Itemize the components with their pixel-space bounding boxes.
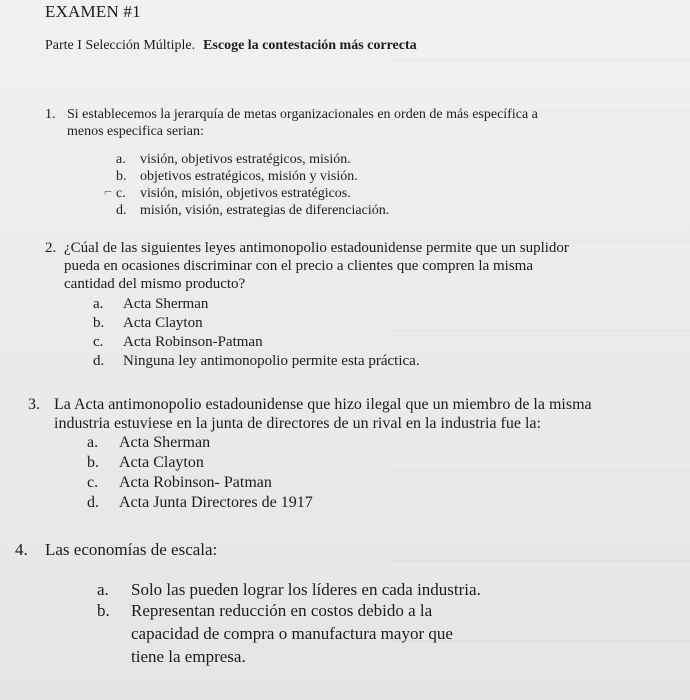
option-letter: b. (93, 315, 105, 331)
option-text: Acta Sherman (123, 296, 209, 312)
option-text: misión, visión, estrategias de diferenciación. (140, 203, 390, 218)
option-c (93, 334, 263, 351)
option-letter: b. (97, 601, 110, 620)
option-a (116, 152, 351, 168)
option-letter: a. (87, 434, 99, 451)
instruction: Escoge la contestación más correcta (203, 38, 417, 53)
question-line: cantidad del mismo producto? (64, 276, 246, 292)
question-number: 4. (15, 540, 28, 559)
option-text: Representan reducción en costos debido a la (131, 601, 433, 620)
question-number: 2. (45, 240, 57, 256)
exam-title: EXAMEN #1 (45, 2, 141, 21)
option-letter: a. (97, 580, 109, 599)
part-heading (45, 38, 417, 54)
option-letter: c. (116, 186, 126, 201)
option-text: visión, misión, objetivos estratégicos. (140, 186, 351, 201)
option-b (97, 601, 432, 621)
option-text: objetivos estratégicos, misión y visión. (140, 169, 358, 184)
option-letter: d. (93, 353, 105, 369)
bleed-line (390, 470, 690, 471)
bleed-line (390, 560, 690, 561)
option-b (116, 169, 358, 185)
question-line: industria estuviese en la junta de directores de un rival en la industria fue la: (54, 415, 541, 432)
option-letter: d. (87, 494, 99, 511)
question-number: 3. (28, 396, 40, 413)
part-label: Parte I Selección Múltiple. (45, 38, 196, 53)
option-c (87, 474, 272, 492)
bleed-line (390, 330, 690, 331)
pen-tick-mark: ⌐ (104, 185, 112, 200)
option-text: visión, objetivos estratégicos, misión. (140, 152, 351, 167)
question-line: Las economías de escala: (45, 540, 218, 559)
option-text: Acta Junta Directores de 1917 (119, 494, 313, 511)
option-letter: a. (93, 296, 104, 312)
option-letter: b. (87, 454, 99, 471)
option-text: Acta Robinson-Patman (123, 334, 263, 350)
question-line: Si establecemos la jerarquía de metas organizacionales en orden de más específica a (67, 107, 538, 122)
option-b (93, 315, 203, 332)
question-line: La Acta antimonopolio estadounidense que hizo ilegal que un miembro de la misma (54, 396, 592, 413)
option-text: Acta Sherman (119, 434, 211, 451)
option-b (87, 454, 204, 472)
option-d (87, 494, 313, 512)
question-line: ¿Cúal de las siguientes leyes antimonopolio estadounidense permite que un suplidor (64, 240, 569, 256)
option-text: Acta Clayton (119, 454, 204, 471)
option-letter: b. (116, 169, 127, 184)
option-d (116, 203, 389, 219)
option-a (97, 580, 481, 600)
option-letter: a. (116, 152, 126, 167)
question-line: pueda en ocasiones discriminar con el precio a clientes que compren la misma (64, 258, 533, 274)
option-text: Acta Clayton (123, 315, 203, 331)
option-text: Ninguna ley antimonopolio permite esta práctica. (123, 353, 420, 369)
option-text: Acta Robinson- Patman (119, 474, 272, 491)
option-d (93, 353, 420, 370)
option-a (87, 434, 210, 452)
option-continuation: capacidad de compra o manufactura mayor que (131, 624, 453, 643)
option-continuation: tiene la empresa. (131, 647, 246, 666)
question-number: 1. (45, 107, 56, 122)
option-letter: c. (93, 334, 104, 350)
option-c (116, 186, 351, 202)
option-letter: c. (87, 474, 99, 491)
question-line: menos especifica serian: (67, 124, 204, 139)
option-a (93, 296, 208, 313)
option-letter: d. (116, 203, 127, 218)
option-text: Solo las pueden lograr los líderes en cada industria. (131, 580, 481, 599)
bleed-line (390, 60, 690, 61)
